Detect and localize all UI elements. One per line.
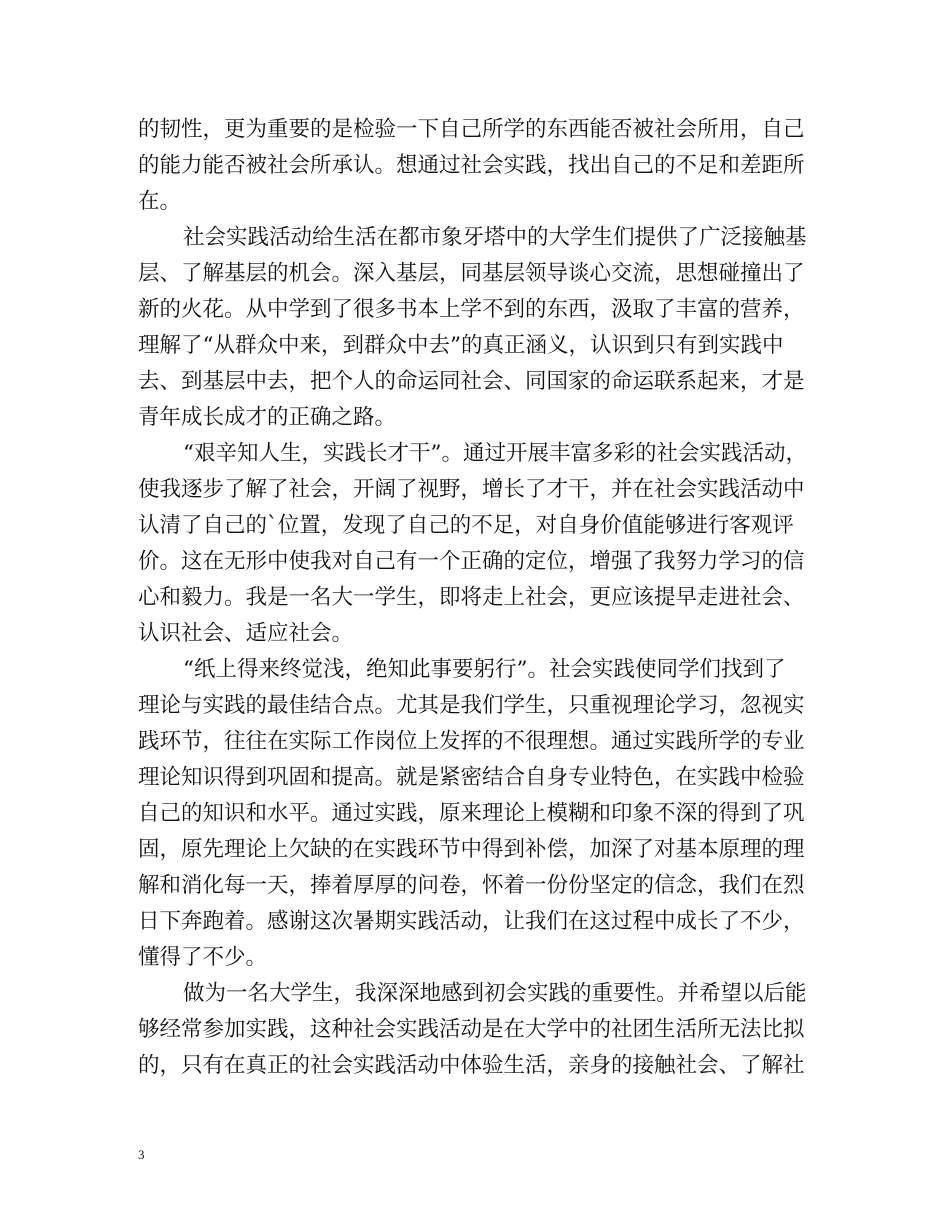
text-line: 理论与实践的最佳结合点。尤其是我们学生，只重视理论学习，忽视实 [138, 693, 805, 718]
text-line: 理解了“从群众中来，到群众中去”的真正涵义，认识到只有到实践中 [138, 333, 784, 358]
text-line: 的，只有在真正的社会实践活动中体验生活，亲身的接触社会、了解社 [138, 1053, 805, 1078]
text-line: 够经常参加实践，这种社会实践活动是在大学中的社团生活所无法比拟 [138, 1017, 805, 1042]
text-line: 心和毅力。我是一名大一学生，即将走上社会，更应该提早走进社会、 [138, 585, 805, 610]
text-line: 去、到基层中去，把个人的命运同社会、同国家的命运联系起来，才是 [138, 369, 805, 394]
text-line: 自己的知识和水平。通过实践，原来理论上模糊和印象不深的得到了巩 [138, 801, 805, 826]
text-line: 理论知识得到巩固和提高。就是紧密结合自身专业特色，在实践中检验 [138, 765, 805, 790]
page-number: 3 [138, 1147, 145, 1162]
text-line: 懂得了不少。 [138, 945, 268, 970]
text-line: 认清了自己的`位置，发现了自己的不足，对自身价值能够进行客观评 [138, 513, 794, 538]
text-line: 解和消化每一天，捧着厚厚的问卷，怀着一份份坚定的信念，我们在烈 [138, 873, 805, 898]
text-line: 固，原先理论上欠缺的在实践环节中得到补偿，加深了对基本原理的理 [138, 837, 805, 862]
text-line: 日下奔跑着。感谢这次暑期实践活动，让我们在这过程中成长了不少， [138, 909, 805, 934]
text-line: 在。 [138, 189, 182, 214]
text-line: 的能力能否被社会所承认。想通过社会实践，找出自己的不足和差距所 [138, 153, 805, 178]
text-line: 新的火花。从中学到了很多书本上学不到的东西，汲取了丰富的营养， [138, 297, 805, 322]
text-line: 践环节，往往在实际工作岗位上发挥的不很理想。通过实践所学的专业 [138, 729, 805, 754]
text-line: “纸上得来终觉浅，绝知此事要躬行”。社会实践使同学们找到了 [183, 657, 786, 682]
text-line: 使我逐步了解了社会，开阔了视野，增长了才干，并在社会实践活动中 [138, 477, 805, 502]
text-line: 认识社会、适应社会。 [138, 621, 354, 646]
text-line: 青年成长成才的正确之路。 [138, 405, 397, 430]
text-line: 的韧性，更为重要的是检验一下自己所学的东西能否被社会所用，自己 [138, 117, 805, 142]
text-line: 做为一名大学生，我深深地感到初会实践的重要性。并希望以后能 [183, 981, 807, 1006]
text-line: 价。这在无形中使我对自己有一个正确的定位，增强了我努力学习的信 [138, 549, 805, 574]
text-line: “艰辛知人生，实践长才干”。通过开展丰富多彩的社会实践活动， [183, 441, 807, 466]
body-text [138, 112, 828, 1084]
text-line: 层、了解基层的机会。深入基层，同基层领导谈心交流，思想碰撞出了 [138, 261, 805, 286]
text-line: 社会实践活动给生活在都市象牙塔中的大学生们提供了广泛接触基 [183, 225, 807, 250]
